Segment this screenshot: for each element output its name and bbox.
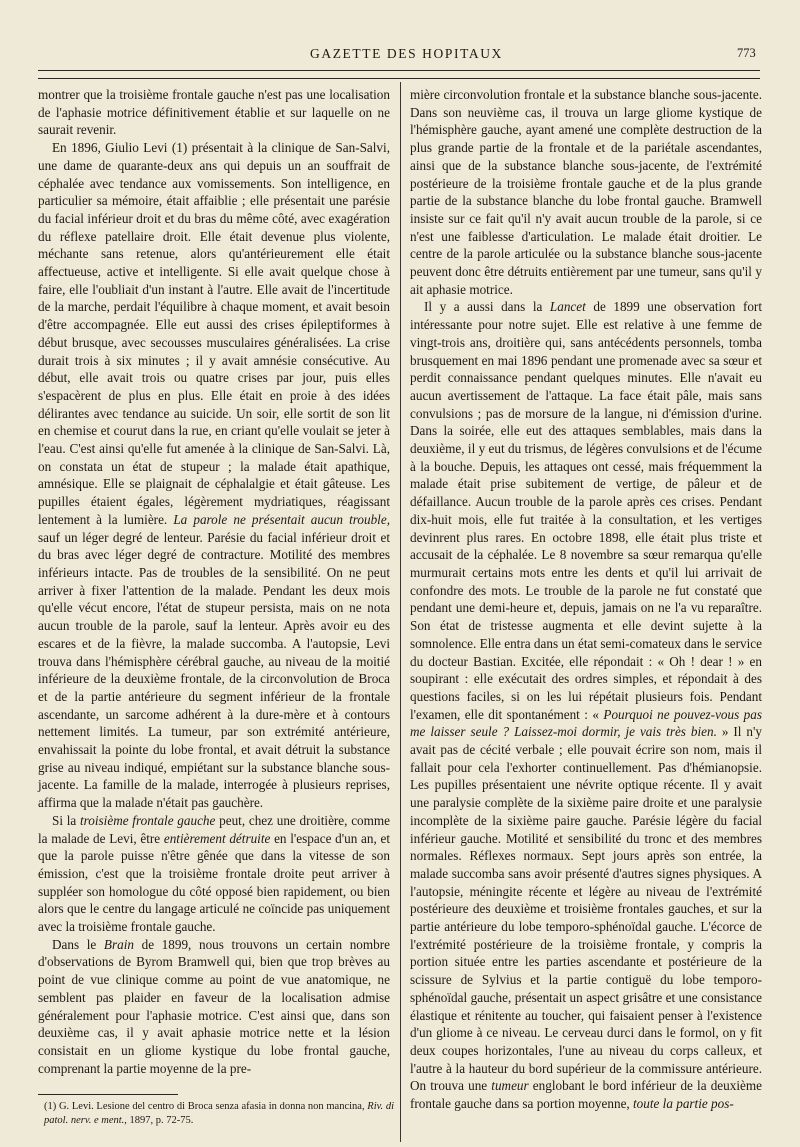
column-divider <box>400 82 401 1142</box>
paragraph-text: de 1899 une observation fort intéressante pour notre sujet. Elle est relative à une femme de vingt-trois ans, droitière qui, sans antécédents personnels, tomba brusquement en mai 1896 pendant une promenade avec sa sœur et perdit connaissance pendant quelques minutes. Elle n'avait eu aucun avertissement de l'attaque. La face était pâle, mais sans convulsions ; pas de morsure de la langue, ni d'émission d'urine. Dans la soirée, elle eut des attaques semblables, mais dans la deuxième, il y eut du trismus, de légères convulsions et de l'écume à la bouche. Depuis, les attaques ont cessé, mais fréquemment la malade était prise subitement de vertige, de pâleur et de défaillance. Aucun trouble de la parole après ces crises. Pendant dix-huit mois, elle fut traitée à la consultation, et les vertiges devinrent plus rares. En octobre 1898, elle était plus triste et accusait de la céphalée. Le 8 novembre sa sœur remarqua qu'elle murmurait certains mots entre les dents et qu'il lui arrivait de confondre des mots. Le trouble de la parole ne fut constaté que pendant une demi-heure et, depuis, jamais on ne l'a vu reparaître. Son état de tristesse augmenta et elle devint sujette à la somnolence. Elle entra dans un état semi-comateux dans le service du docteur Bastian. Excitée, elle répondait : « Oh ! dear ! » en soupirant : elle exécutait des ordres simples, et répondait à des questions faciles, si on les lui répétait plusieurs fois. Pendant l'examen, elle dit spontanément : « <box>410 299 762 722</box>
header-rule-bottom <box>38 78 760 79</box>
left-column <box>38 86 390 1077</box>
italic-text: Brain <box>103 936 134 952</box>
paragraph <box>38 86 390 139</box>
paragraph <box>38 812 390 936</box>
italic-text: toute la partie pos- <box>633 1096 734 1112</box>
footnote-marker: (1) <box>44 1101 57 1112</box>
italic-text: tumeur <box>491 1078 529 1094</box>
italic-text: troisième frontale gauche <box>79 812 216 828</box>
journal-title: GAZETTE DES HOPITAUX <box>310 46 503 61</box>
paragraph-text: Dans le <box>52 936 104 952</box>
running-header <box>0 46 800 66</box>
paragraph <box>410 86 762 298</box>
footnote-text: , 1897, p. 72-75. <box>124 1114 194 1126</box>
paragraph-text: montrer que la troisième frontale gauche n'est pas une localisation de l'aphasie motrice définitivement établie et sur laquelle on ne saurait revenir. <box>38 87 390 138</box>
italic-text: Lancet <box>549 299 586 315</box>
paragraph <box>410 298 762 1112</box>
paragraph-text: de 1899, nous trouvons un certain nombre d'observations de Byrom Bramwell qui, bien que trop brèves au point de vue clinique comme au point de vue anatomique, ne semblent pas plaider en faveur de la localisation admise généralement pour l'aphasie motrice. C'est ainsi que, dans son deuxième cas, il y avait aphasie motrice nette et la lésion consistait en un gliome kystique du lobe frontal gauche, comprenant la partie moyenne de la pre- <box>38 936 390 1076</box>
italic-text: Pourquoi ne pouvez-vous pas me laisser seule ? Laissez-moi dormir, je vais très bien. <box>410 706 762 740</box>
paragraph-text: » Il n'y avait pas de cécité verbale ; elle pouvait écrire son nom, mais il fallait pour cela l'exhorter continuellement. Pas d'hémianopsie. Les pupilles présentaient une névrite optique récente. Il y avait une paralysie complète de la sixième paire droite et une paralysie incomplète de la sixième paire gauche. Parésie légère du facial inférieur gauche. Motilité et sensibilité du tronc et des membres normales. Réflexes normaux. Sept jours après son entrée, la malade succomba sans avoir présenté d'autres signes physiques. A l'autopsie, méningite récente et légère au niveau de l'extrémité postérieure des deuxième et troisième frontales gauches, et sur la partie antérieure du lobe temporo-sphénoïdal gauche. L'écorce de l'extrémité postérieure de la troisième frontale, y compris la portion située entre les parties ascendante et postérieure de la scissure de Sylvius et la partie contiguë du lobe temporo-sphénoïdal gauche, présentait un aspect grisâtre et une consistance élastique et rénitente au toucher, qui faisaient penser à l'existence d'un gliome à ce niveau. Le cerveau durci dans le formol, on y fit deux coupes horizontales, l'une au niveau du corps calleux, et l'autre à la hauteur du bord supérieur de la commissure antérieure. On trouva une <box>410 724 762 1094</box>
footnote-rule <box>38 1094 178 1095</box>
right-column <box>410 86 762 1113</box>
paragraph-text: mière circonvolution frontale et la substance blanche sous-jacente. Dans son neuvième cas, il trouva un large gliome kystique de l'hémisphère gauche, ayant amené une complète destruction de la plus grande partie de la frontale et de la pariétale ascendantes, ainsi que de la substance blanche sous-jacente, de l'extrémité postérieure de la troisième frontale gauche et de la plus grande partie de la substance blanche du lobe frontal gauche. Bramwell insiste sur ce fait qu'il n'y avait aucun trouble de la parole, si ce n'est une faiblesse d'articulation. Le malade était droitier. Le centre de la parole articulée ou la substance blanche sous-jacente peuvent donc être détruits entièrement par une tumeur, sans qu'il y ait aphasie motrice. <box>410 87 762 297</box>
paragraph <box>38 139 390 812</box>
paragraph-text: sauf un léger degré de lenteur. Parésie du facial inférieur droit et du bras avec léger degré de contracture. Motilité des membres inférieurs intacte. Pas de troubles de la sensibilité. On ne peut arriver à fixer l'attention de la malade. Pendant les deux mois qu'elle vécut encore, l'état de stupeur persista, mais on ne nota aucun trouble de la parole, sauf la lenteur. Après avoir eu des escares et de la fièvre, la malade succomba. A l'autopsie, Levi trouva dans l'hémisphère cérébral gauche, au niveau de la moitié inférieure de la deuxième frontale, de la circonvolution de Broca et de la partie antérieure du segment inférieur de la frontale ascendante, un sarcome adhérent à la dure-mère et à contours nettement limités. La tumeur, par son extrémité antérieure, envahissait la pointe du lobe frontal, et avait détruit la substance grise au niveau indiqué, empiétant sur la substance blanche sous-jacente. La famille de la malade, interrogée à plusieurs reprises, affirma que la malade n'était pas gauchère. <box>38 529 390 811</box>
footnote-journal: Riv. di patol. nerv. e ment. <box>44 1101 394 1126</box>
paragraph-text: Si la <box>52 812 80 828</box>
italic-text: entièrement détruite <box>163 830 271 846</box>
paragraph-text: peut, chez une droitière, comme la malade de Levi, être <box>38 812 391 846</box>
footnote <box>44 1100 394 1127</box>
paragraph-text: en l'espace d'un an, et que la parole puisse n'être gênée que dans la vitesse de son émission, c'est que la troisième frontale droite peut arriver à suppléer son homologue du côté opposé bien rapidement, ou bien alors que le centre du langage articulé ne coïncide pas uniquement avec la troisième frontale gauche. <box>38 830 390 935</box>
paragraph-text: Il y a aussi dans la <box>424 299 550 315</box>
paragraph-text: englobant le bord inférieur de la deuxième frontale gauche dans sa portion moyenne, <box>410 1078 762 1112</box>
paragraph <box>38 936 390 1078</box>
page-number: 773 <box>737 46 756 60</box>
header-rule-top <box>38 70 760 71</box>
paragraph-text: En 1896, Giulio Levi (1) présentait à la clinique de San-Salvi, une dame de quarante-deux ans qui depuis un an souffrait de céphalée avec tendance aux vomissements. Son intelligence, en particulier sa mémoire, était affaiblie ; elle présentait une parésie du facial inférieur droit et du bras du même côté, avec exagération du réflexe patellaire droit. Elle était devenue plus violente, méchante sans retenue, alors qu'antérieurement elle était affectueuse, active et intelligente. Si elle avait quelque chose à faire, elle l'oubliait d'un instant à l'autre. Elle avait de l'incertitude de la marche, perdait l'équilibre à chaque moment, et avait besoin d'être accompagnée. Elle eut aussi des crises épileptiformes à début brusque, avec secousses musculaires généralisées. La crise durait trois à six minutes ; il y avait amnésie consécutive. Au début, elle avait trois ou quatre crises par jour, puis elles s'espacèrent de plus en plus. Elle était en proie à des idées délirantes avec tendance au suicide. Un soir, elle sortit de son lit en chemise et courut dans la rue, en criant qu'elle voulait se jeter à l'eau. C'est ainsi qu'elle fut amenée à la clinique de San-Salvi. Là, on constata un état de stupeur ; la malade était apathique, amnésique. Elle se plaignait de céphalalgie et était gâteuse. Les pupilles étaient égales, légèrement mydriatiques, réagissant lentement à la lumière. <box>38 140 390 527</box>
footnote-text: G. Levi. Lesione del centro di Broca senza afasia in donna non mancina, <box>56 1101 368 1112</box>
italic-text: La parole ne présentait aucun trouble, <box>173 511 390 527</box>
